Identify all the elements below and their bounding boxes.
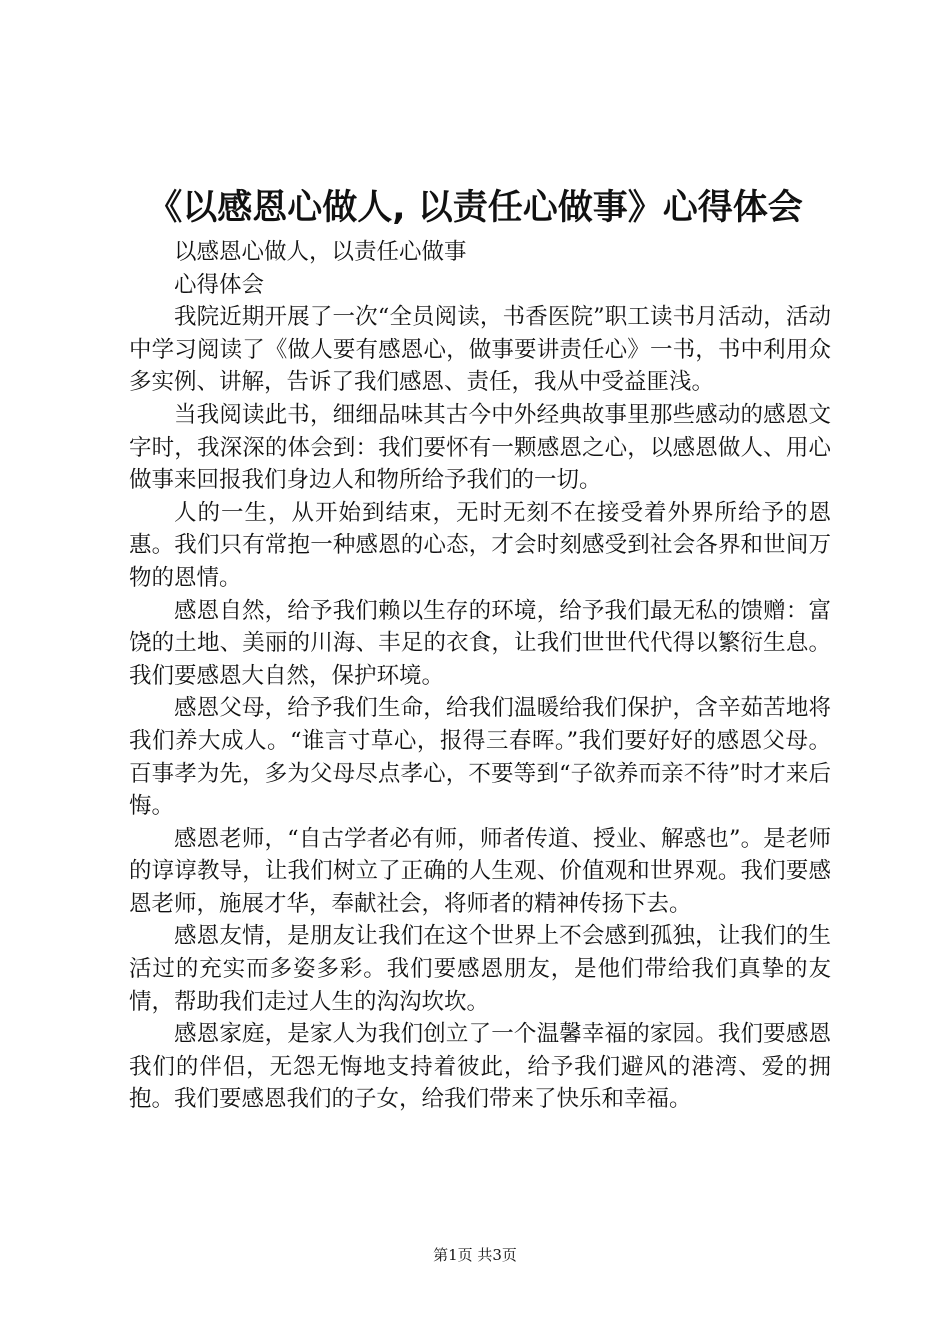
paragraph-teachers: 感恩老师，“自古学者必有师，师者传道、授业、解惑也”。是老师的谆谆教导，让我们树立了正确的人生观、价值观和世界观。我们要感恩老师，施展才华，奉献社会，将师者的精神传扬下去。 xyxy=(129,825,831,917)
document-title: 《以感恩心做人, 以责任心做事》心得体会 xyxy=(147,188,803,228)
document-body xyxy=(129,236,831,1116)
page-number-footer: 第1页 共3页 xyxy=(433,1246,517,1264)
paragraph-nature: 感恩自然，给予我们赖以生存的环境，给予我们最无私的馈赠：富饶的土地、美丽的川海、丰足的衣食，让我们世世代代得以繁衍生息。我们要感恩大自然，保护环境。 xyxy=(129,597,831,689)
paragraph-family: 感恩家庭，是家人为我们创立了一个温馨幸福的家园。我们要感恩我们的伴侣，无怨无悔地支持着彼此，给予我们避风的港湾、爱的拥抱。我们要感恩我们的子女，给我们带来了快乐和幸福。 xyxy=(129,1021,831,1113)
paragraph-parents: 感恩父母，给予我们生命，给我们温暖给我们保护，含辛茹苦地将我们养大成人。“谁言寸草心，报得三春晖。”我们要好好的感恩父母。百事孝为先，多为父母尽点孝心，不要等到“子欲养而亲不待”时才来后悔。 xyxy=(129,695,831,820)
paragraph-friendship: 感恩友情，是朋友让我们在这个世界上不会感到孤独，让我们的生活过的充实而多姿多彩。我们要感恩朋友，是他们带给我们真挚的友情，帮助我们走过人生的沟沟坎坎。 xyxy=(129,923,831,1015)
paragraph-life: 人的一生，从开始到结束，无时无刻不在接受着外界所给予的恩惠。我们只有常抱一种感恩的心态，才会时刻感受到社会各界和世间万物的恩情。 xyxy=(129,499,831,591)
subtitle-line-1: 以感恩心做人，以责任心做事 xyxy=(174,239,467,265)
paragraph-intro: 我院近期开展了一次“全员阅读，书香医院”职工读书月活动，活动中学习阅读了《做人要有感恩心，做事要讲责任心》一书，书中利用众多实例、讲解，告诉了我们感恩、责任，我从中受益匪浅。 xyxy=(129,304,831,396)
paragraph-reading: 当我阅读此书，细细品味其古今中外经典故事里那些感动的感恩文字时，我深深的体会到：我们要怀有一颗感恩之心，以感恩做人、用心做事来回报我们身边人和物所给予我们的一切。 xyxy=(129,401,831,494)
subtitle-line-2: 心得体会 xyxy=(174,271,265,298)
